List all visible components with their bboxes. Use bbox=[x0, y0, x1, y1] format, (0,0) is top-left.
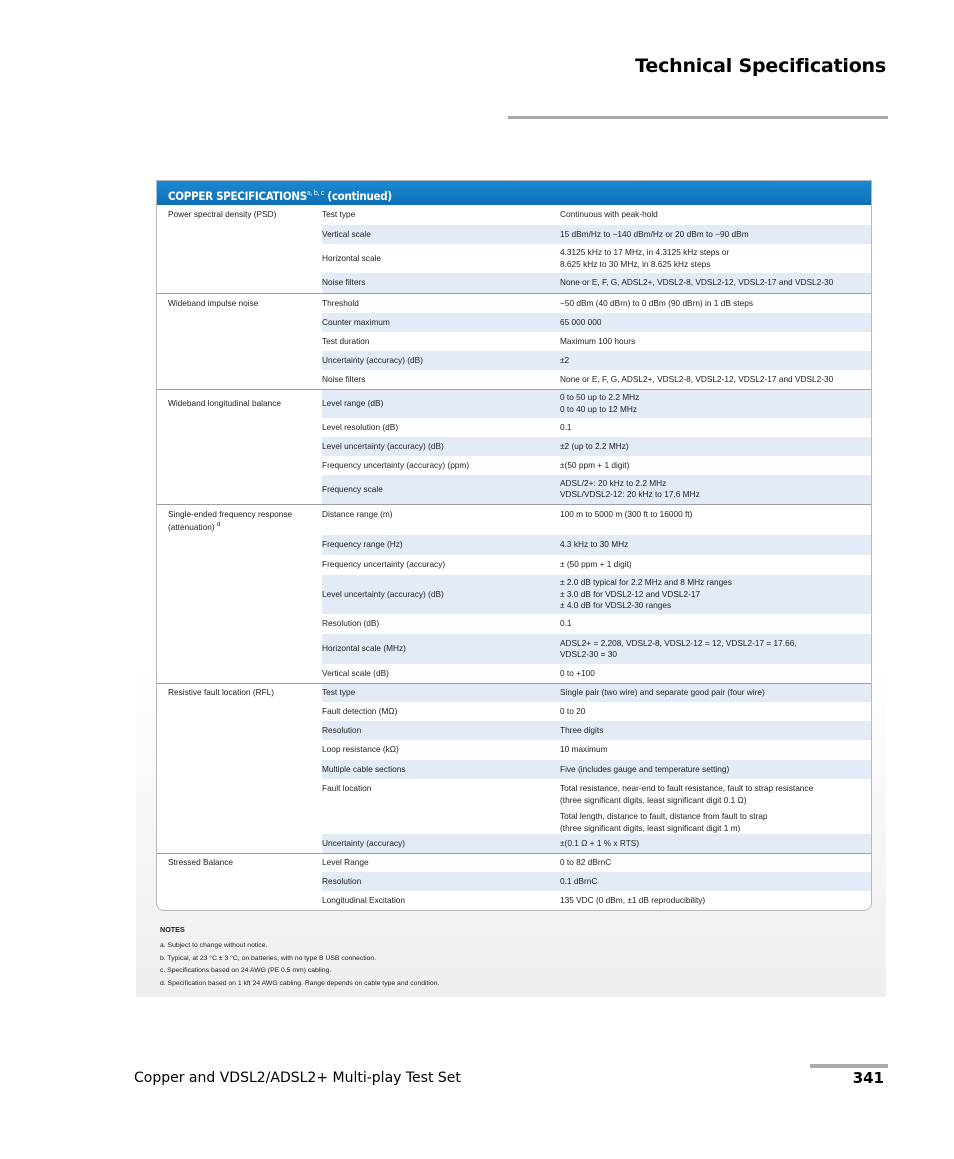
spec-parameter: Frequency uncertainty (accuracy) (ppm) bbox=[322, 459, 470, 470]
table-header bbox=[157, 181, 871, 205]
note-item: c. Specifications based on 24 AWG (PE 0.5 mm) cabling. bbox=[160, 967, 332, 975]
spec-group-cell bbox=[157, 225, 322, 244]
spec-value: Total resistance, near-end to fault resistance, fault to strap resistance (three significant digits, least significant digit 0.1 Ω) bbox=[560, 783, 814, 805]
spec-parameter: Frequency scale bbox=[322, 475, 560, 504]
table-row bbox=[157, 664, 871, 683]
spec-value-cell bbox=[560, 664, 871, 683]
table-header-footnote-refs: a, b, c bbox=[306, 189, 325, 197]
spec-value-cell bbox=[560, 418, 871, 437]
spec-value: 0 to 82 dBrnC bbox=[560, 857, 612, 867]
spec-parameter: Level Range bbox=[322, 853, 560, 872]
spec-parameter: Frequency range (Hz) bbox=[322, 535, 560, 555]
spec-parameter: Noise filters bbox=[322, 373, 366, 384]
spec-value-cell bbox=[560, 273, 871, 293]
spec-parameter: Resolution (dB) bbox=[322, 618, 380, 629]
table-row bbox=[157, 779, 871, 834]
spec-value: 100 m to 5000 m (300 ft to 16000 ft) bbox=[560, 508, 693, 519]
spec-value-cell bbox=[560, 205, 871, 225]
spec-parameter: Horizontal scale bbox=[322, 252, 382, 263]
page-title: Technical Specifications bbox=[635, 55, 886, 77]
spec-value-cell bbox=[560, 721, 871, 740]
spec-value: None or E, F, G, ADSL2+, VDSL2-8, VDSL2-12, VDSL2-17 and VDSL2-30 bbox=[560, 277, 834, 287]
spec-group-cell bbox=[157, 634, 322, 664]
table-row bbox=[157, 313, 871, 332]
spec-value: Three digits bbox=[560, 724, 604, 735]
spec-parameter: Level uncertainty (accuracy) (dB) bbox=[322, 575, 560, 614]
spec-value-cell bbox=[560, 504, 871, 535]
spec-value: Five (includes gauge and temperature setting) bbox=[560, 763, 730, 774]
spec-parameter: Resolution bbox=[322, 872, 560, 891]
spec-value: 0 to 50 up to 2.2 MHz 0 to 40 up to 12 MHz bbox=[560, 392, 640, 414]
table-row bbox=[157, 475, 871, 504]
spec-value: 0.1 dBrnC bbox=[560, 875, 598, 886]
spec-value-cell bbox=[560, 740, 871, 760]
spec-group-cell bbox=[157, 702, 322, 721]
page-number: 341 bbox=[852, 1069, 884, 1087]
spec-value-cell bbox=[560, 891, 871, 910]
spec-parameter: Resolution bbox=[322, 721, 560, 740]
spec-group-cell bbox=[157, 504, 322, 535]
table-row bbox=[157, 456, 871, 475]
spec-parameter: Vertical scale (dB) bbox=[322, 667, 389, 678]
spec-value: ±2 (up to 2.2 MHz) bbox=[560, 440, 629, 451]
table-row bbox=[157, 504, 871, 535]
table-row bbox=[157, 205, 871, 225]
table-row bbox=[157, 418, 871, 437]
footer-product-name: Copper and VDSL2/ADSL2+ Multi-play Test Set bbox=[134, 1070, 461, 1086]
spec-value-cell bbox=[560, 683, 871, 702]
spec-parameter: Distance range (m) bbox=[322, 504, 560, 535]
table-row bbox=[157, 721, 871, 740]
spec-group-cell bbox=[157, 664, 322, 683]
spec-group-cell bbox=[157, 853, 322, 872]
table-row bbox=[157, 891, 871, 910]
spec-value-cell bbox=[560, 313, 871, 332]
spec-group-cell bbox=[157, 418, 322, 437]
spec-group-cell bbox=[157, 244, 322, 273]
spec-group-cell bbox=[157, 891, 322, 910]
spec-group-cell bbox=[157, 683, 322, 702]
spec-group-cell bbox=[157, 760, 322, 779]
spec-value: 15 dBm/Hz to −140 dBm/Hz or 20 dBm to −90 dBm bbox=[560, 228, 749, 239]
spec-group-cell bbox=[157, 721, 322, 740]
spec-parameter: Multiple cable sections bbox=[322, 760, 560, 779]
spec-parameter: Noise filters bbox=[322, 273, 560, 293]
spec-rows bbox=[157, 205, 871, 910]
note-item: b. Typical, at 23 °C ± 3 °C, on batteries, with no type B USB connection. bbox=[160, 954, 377, 962]
spec-value: 10 maximum bbox=[560, 744, 608, 755]
table-row bbox=[157, 535, 871, 555]
spec-group-cell bbox=[157, 370, 322, 389]
spec-value-cell bbox=[560, 760, 871, 779]
spec-parameter: Fault location bbox=[322, 783, 372, 793]
notes-title: NOTES bbox=[160, 925, 185, 934]
spec-group-cell bbox=[157, 205, 322, 225]
spec-value: Maximum 100 hours bbox=[560, 335, 636, 346]
spec-group-label: Wideband impulse noise bbox=[168, 297, 259, 308]
spec-value-cell bbox=[560, 225, 871, 244]
spec-group-cell bbox=[157, 456, 322, 475]
spec-value: 4.3125 kHz to 17 MHz, in 4.3125 kHz steps or 8.625 kHz to 30 MHz, in 8.625 kHz steps bbox=[560, 247, 730, 269]
spec-value: 0.1 bbox=[560, 421, 572, 432]
spec-parameter: Loop resistance (kΩ) bbox=[322, 744, 399, 755]
table-row bbox=[157, 614, 871, 634]
spec-group-label: Resistive fault location (RFL) bbox=[168, 687, 275, 697]
spec-value-cell bbox=[560, 555, 871, 575]
spec-value: ±(0.1 Ω + 1 % x RTS) bbox=[560, 837, 640, 848]
table-header-suffix: (continued) bbox=[327, 189, 392, 203]
notes-section bbox=[160, 925, 439, 990]
spec-value-cell bbox=[560, 853, 871, 872]
spec-group-cell bbox=[157, 313, 322, 332]
table-row bbox=[157, 634, 871, 664]
spec-value: Total length, distance to fault, distance from fault to strap (three significant digits, least significant digit 1 m) bbox=[560, 811, 768, 833]
table-row bbox=[157, 437, 871, 456]
spec-value: ±2 bbox=[560, 354, 570, 365]
spec-group-cell bbox=[157, 834, 322, 853]
table-row bbox=[157, 853, 871, 872]
spec-value-cell bbox=[560, 389, 871, 418]
spec-value-cell bbox=[560, 244, 871, 273]
table-row bbox=[157, 293, 871, 313]
title-rule bbox=[508, 116, 888, 119]
spec-value-cell bbox=[560, 370, 871, 389]
note-item: d. Specification based on 1 kft 24 AWG cabling. Range depends on cable type and condition. bbox=[160, 979, 440, 987]
spec-parameter: Level uncertainty (accuracy) (dB) bbox=[322, 437, 560, 456]
spec-value: 0.1 bbox=[560, 618, 572, 629]
spec-group-cell bbox=[157, 575, 322, 614]
spec-value: ± (50 ppm + 1 digit) bbox=[560, 559, 632, 570]
spec-parameter: Longitudinal Excitation bbox=[322, 894, 406, 905]
table-row bbox=[157, 683, 871, 702]
spec-value-cell bbox=[560, 437, 871, 456]
spec-parameter: Test duration bbox=[322, 335, 370, 346]
spec-value-cell bbox=[560, 575, 871, 614]
spec-group-cell bbox=[157, 437, 322, 456]
spec-value: −50 dBm (40 dBrn) to 0 dBm (90 dBrn) in 1 dB steps bbox=[560, 297, 753, 308]
spec-parameter: Level resolution (dB) bbox=[322, 421, 399, 432]
spec-value-cell bbox=[560, 779, 871, 834]
spec-value: ADSL2+ = 2.208, VDSL2-8, VDSL2-12 = 12, VDSL2-17 = 17.66, VDSL2-30 = 30 bbox=[560, 637, 797, 659]
spec-group-cell bbox=[157, 779, 322, 834]
table-row bbox=[157, 834, 871, 853]
table-row bbox=[157, 740, 871, 760]
spec-group-cell bbox=[157, 872, 322, 891]
spec-value-cell bbox=[560, 456, 871, 475]
spec-parameter: Test type bbox=[322, 683, 560, 702]
spec-value: None or E, F, G, ADSL2+, VDSL2-8, VDSL2-12, VDSL2-17 and VDSL2-30 bbox=[560, 373, 834, 384]
table-row bbox=[157, 872, 871, 891]
spec-value-cell bbox=[560, 614, 871, 634]
spec-value-cell bbox=[560, 293, 871, 313]
note-item: a. Subject to change without notice. bbox=[160, 942, 268, 949]
spec-group-cell bbox=[157, 614, 322, 634]
spec-parameter: Level range (dB) bbox=[322, 389, 560, 418]
spec-group-cell bbox=[157, 475, 322, 504]
spec-group-label: Stressed Balance bbox=[168, 857, 234, 867]
spec-value-cell bbox=[560, 872, 871, 891]
spec-parameter: Counter maximum bbox=[322, 313, 560, 332]
table-header-title: COPPER SPECIFICATIONS bbox=[168, 189, 307, 203]
spec-group-cell bbox=[157, 389, 322, 418]
footer-rule bbox=[810, 1064, 888, 1068]
spec-group-cell bbox=[157, 293, 322, 313]
spec-value-cell bbox=[560, 332, 871, 351]
spec-value-cell bbox=[560, 634, 871, 664]
spec-group-cell bbox=[157, 332, 322, 351]
table-row bbox=[157, 370, 871, 389]
spec-parameter: Horizontal scale (MHz) bbox=[322, 634, 560, 664]
spec-parameter: Threshold bbox=[322, 293, 560, 313]
spec-parameter: Uncertainty (accuracy) (dB) bbox=[322, 351, 560, 370]
spec-value: Continuous with peak-hold bbox=[560, 209, 658, 220]
table-row bbox=[157, 555, 871, 575]
spec-parameter: Frequency uncertainty (accuracy) bbox=[322, 559, 446, 570]
spec-value: Single pair (two wire) and separate good pair (four wire) bbox=[560, 687, 765, 697]
spec-group-cell bbox=[157, 351, 322, 370]
spec-value: ± 2.0 dB typical for 2.2 MHz and 8 MHz ranges ± 3.0 dB for VDSL2-12 and VDSL2-17 ± 4.0 dB for VDSL2-30 ranges bbox=[560, 577, 732, 611]
spec-value: 0 to +100 bbox=[560, 667, 595, 678]
spec-group-cell bbox=[157, 535, 322, 555]
spec-parameter: Fault detection (MΩ) bbox=[322, 705, 398, 716]
spec-group-cell bbox=[157, 740, 322, 760]
spec-group-cell bbox=[157, 555, 322, 575]
spec-value-cell bbox=[560, 834, 871, 853]
table-row bbox=[157, 575, 871, 614]
spec-value: 0 to 20 bbox=[560, 705, 586, 716]
spec-value: 135 VDC (0 dBm, ±1 dB reproducibility) bbox=[560, 894, 706, 905]
spec-group-label: Power spectral density (PSD) bbox=[168, 209, 277, 220]
spec-value-cell bbox=[560, 475, 871, 504]
spec-value: 65 000 000 bbox=[560, 316, 602, 327]
spec-group-label: Single-ended frequency response (attenuation) bbox=[168, 508, 293, 532]
spec-parameter: Uncertainty (accuracy) bbox=[322, 834, 560, 853]
spec-value: 4.3 kHz to 30 MHz bbox=[560, 539, 629, 550]
spec-value: ±(50 ppm + 1 digit) bbox=[560, 459, 630, 470]
table-row bbox=[157, 760, 871, 779]
table-row bbox=[157, 225, 871, 244]
table-row bbox=[157, 702, 871, 721]
table-row bbox=[157, 351, 871, 370]
spec-value-cell bbox=[560, 535, 871, 555]
spec-value: ADSL/2+: 20 kHz to 2.2 MHz VDSL/VDSL2-12: 20 kHz to 17.6 MHz bbox=[560, 477, 700, 500]
spec-parameter: Vertical scale bbox=[322, 225, 560, 244]
spec-group-cell bbox=[157, 273, 322, 293]
table-row bbox=[157, 273, 871, 293]
spec-parameter: Test type bbox=[322, 209, 356, 220]
table-row bbox=[157, 389, 871, 418]
table-row bbox=[157, 244, 871, 273]
copper-specifications-table bbox=[156, 180, 872, 911]
spec-value-cell bbox=[560, 351, 871, 370]
spec-group-label: Wideband longitudinal balance bbox=[168, 398, 282, 408]
table-row bbox=[157, 332, 871, 351]
spec-value-cell bbox=[560, 702, 871, 721]
footnote-ref: d bbox=[216, 522, 221, 528]
